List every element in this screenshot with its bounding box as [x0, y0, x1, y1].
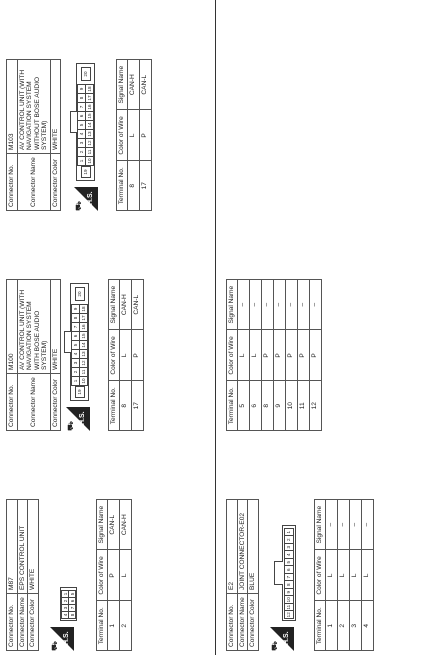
car-icon: ⛟ — [74, 200, 83, 211]
label-connector-no: Connector No. — [7, 154, 18, 211]
pin-cell: 9 — [71, 304, 80, 314]
connector-info-table — [6, 59, 61, 211]
table-row: 1 L – — [325, 500, 337, 651]
connector-diagram — [64, 283, 88, 401]
pin-cell: 15 — [79, 331, 88, 341]
connector-no-value: M100 — [7, 280, 18, 374]
connector-color-value: BLUE — [248, 500, 259, 594]
terminal-table — [96, 499, 132, 651]
pin-cell: 7 — [71, 322, 80, 332]
hs-label: H.S. — [283, 631, 290, 645]
pin-cell: 14 — [85, 120, 94, 130]
connector-no-value: E2 — [227, 500, 238, 594]
section-divider — [215, 0, 216, 655]
label-connector-name: Connector Name — [17, 374, 50, 431]
table-row: 12 P – — [309, 280, 321, 431]
label-connector-color: Connector Color — [50, 374, 61, 431]
header-color-of-wire: Color of Wire — [117, 110, 128, 161]
table-row: 6 L – — [249, 280, 261, 431]
pin-cell: 13 — [79, 349, 88, 359]
pin-cell: 9 — [77, 84, 86, 94]
pin-cell: 17 — [85, 93, 94, 103]
table-row: 2 L CAN-H — [119, 500, 131, 651]
connector-block-m87 — [6, 451, 129, 651]
pin-cell: 3 — [61, 604, 69, 612]
table-row: 9 P – — [273, 280, 285, 431]
connector-info-table — [226, 499, 259, 651]
pin-cell: 15 — [85, 111, 94, 121]
pin-cell: 14 — [79, 340, 88, 350]
pin-cell: 11 — [85, 147, 94, 157]
label-connector-color: Connector Color — [50, 154, 61, 211]
table-row: 11 P – — [297, 280, 309, 431]
hs-icon — [66, 407, 90, 431]
pin-cell: 10 — [79, 376, 88, 386]
pin-cell: 8 — [284, 581, 294, 590]
pin-cell: 16 — [85, 102, 94, 112]
pin-cell: 8 — [71, 313, 80, 323]
connector-diagram — [274, 525, 296, 621]
label-connector-no: Connector No. — [7, 374, 18, 431]
pin-cell: 8 — [77, 93, 86, 103]
pin-cell: 20 — [75, 287, 85, 301]
pin-cell: 5 — [77, 120, 86, 130]
pin-cell: 3 — [284, 543, 294, 552]
connector-name-value: JOINT CONNECTOR-E02 — [237, 500, 248, 594]
table-row: 5 L – — [237, 280, 249, 431]
label-connector-no: Connector No. — [7, 594, 18, 651]
pin-cell: 6 — [68, 597, 76, 605]
label-connector-name: Connector Name — [17, 154, 50, 211]
pin-cell: 17 — [79, 313, 88, 323]
connector-name-value: EPS CONTROL UNIT — [17, 500, 28, 594]
pin-cell: 2 — [71, 367, 80, 377]
header-signal-name: Signal Name — [227, 280, 238, 330]
table-row: 2 L – — [337, 500, 349, 651]
connector-name-value: AV CONTROL UNIT (WITH NAVIGATION SYSTEM WITH BOSE AUDIO SYSTEM) — [17, 280, 50, 374]
pin-cell: 11 — [79, 367, 88, 377]
connector-no-value: M103 — [7, 60, 18, 154]
pin-cell: 18 — [79, 304, 88, 314]
label-connector-name: Connector Name — [237, 594, 248, 651]
pin-cell: 6 — [71, 331, 80, 341]
hs-label: H.S. — [87, 191, 94, 205]
connector-block-m103 — [6, 11, 149, 211]
connector-info-table — [6, 499, 39, 651]
table-row: 8 L CAN-H — [127, 60, 139, 211]
header-signal-name: Signal Name — [109, 280, 120, 330]
pin-cell: 12 — [284, 611, 294, 620]
table-row: 8 L CAN-H — [119, 280, 131, 431]
pin-cell: 6 — [284, 566, 294, 575]
pin-cell: 2 — [61, 597, 69, 605]
pin-cell: 5 — [71, 340, 80, 350]
pin-cell: 12 — [79, 358, 88, 368]
header-signal-name: Signal Name — [117, 60, 128, 110]
hs-icon — [50, 627, 74, 651]
connector-info-table — [6, 279, 61, 431]
pin-cell: 1 — [71, 376, 80, 386]
header-terminal-no: Terminal No. — [97, 601, 108, 651]
connector-color-value: WHITE — [50, 280, 61, 374]
pin-cell: 3 — [77, 138, 86, 148]
pin-cell: 1 — [61, 590, 69, 598]
terminal-table — [314, 499, 374, 651]
header-signal-name: Signal Name — [315, 500, 326, 550]
pin-cell: 12 — [85, 138, 94, 148]
connector-color-value: WHITE — [28, 500, 39, 594]
header-color-of-wire: Color of Wire — [109, 330, 120, 381]
label-connector-color: Connector Color — [28, 594, 39, 651]
pin-cell: 3 — [71, 358, 80, 368]
pin-cell: 11 — [284, 603, 294, 612]
hs-label: H.S. — [79, 411, 86, 425]
connector-block-e2 — [226, 451, 371, 651]
connector-diagram — [70, 63, 94, 181]
label-connector-no: Connector No. — [227, 594, 238, 651]
hs-icon — [74, 187, 98, 211]
pin-cell: 8 — [68, 611, 76, 619]
header-terminal-no: Terminal No. — [117, 161, 128, 211]
hs-label: H.S. — [63, 631, 70, 645]
pin-cell: 2 — [77, 147, 86, 157]
pin-cell: 4 — [284, 551, 294, 560]
table-row: 10 P – — [285, 280, 297, 431]
pin-cell: 19 — [75, 386, 85, 398]
continuation-block — [226, 231, 322, 431]
hs-icon — [270, 627, 294, 651]
car-icon: ⛟ — [50, 640, 59, 651]
table-row: 1 P CAN-L — [107, 500, 119, 651]
pin-cell: 2 — [284, 536, 294, 545]
pin-cell: 13 — [85, 129, 94, 139]
pin-cell: 5 — [68, 590, 76, 598]
pin-cell: 18 — [85, 84, 94, 94]
pin-cell: 10 — [284, 596, 294, 605]
table-row: 17 P CAN-L — [131, 280, 143, 431]
pin-cell: 1 — [284, 528, 294, 537]
header-color-of-wire: Color of Wire — [315, 550, 326, 601]
connector-name-value: AV CONTROL UNIT (WITH NAVIGATION SYSTEM WITHOUT BOSE AUDIO SYSTEM) — [17, 60, 50, 154]
pin-cell: 10 — [85, 156, 94, 166]
pin-cell: 7 — [77, 102, 86, 112]
header-terminal-no: Terminal No. — [315, 601, 326, 651]
pin-cell: 6 — [77, 111, 86, 121]
pin-cell: 19 — [81, 166, 91, 178]
pin-cell: 16 — [79, 322, 88, 332]
table-row: 17 P CAN-L — [139, 60, 151, 211]
terminal-table — [116, 59, 152, 211]
pin-cell: 4 — [71, 349, 80, 359]
connector-block-m100 — [6, 231, 141, 431]
pin-cell: 7 — [284, 573, 294, 582]
pin-cell: 20 — [81, 67, 91, 81]
connector-no-value: M87 — [7, 500, 18, 594]
table-row: 4 L – — [361, 500, 373, 651]
terminal-table — [108, 279, 144, 431]
pin-cell: 5 — [284, 558, 294, 567]
car-icon: ⛟ — [66, 420, 75, 431]
header-color-of-wire: Color of Wire — [97, 550, 108, 601]
pin-cell: 4 — [61, 611, 69, 619]
pin-cell: 4 — [77, 129, 86, 139]
header-signal-name: Signal Name — [97, 500, 108, 550]
header-color-of-wire: Color of Wire — [227, 330, 238, 381]
pin-cell: 9 — [284, 588, 294, 597]
header-terminal-no: Terminal No. — [109, 381, 120, 431]
label-connector-color: Connector Color — [248, 594, 259, 651]
table-row: 3 L – — [349, 500, 361, 651]
pin-cell: 7 — [68, 604, 76, 612]
label-connector-name: Connector Name — [17, 594, 28, 651]
terminal-table — [226, 279, 322, 431]
table-row: 8 P – — [261, 280, 273, 431]
header-terminal-no: Terminal No. — [227, 381, 238, 431]
pin-cell: 1 — [77, 156, 86, 166]
car-icon: ⛟ — [270, 640, 279, 651]
connector-diagram — [56, 587, 76, 621]
connector-color-value: WHITE — [50, 60, 61, 154]
